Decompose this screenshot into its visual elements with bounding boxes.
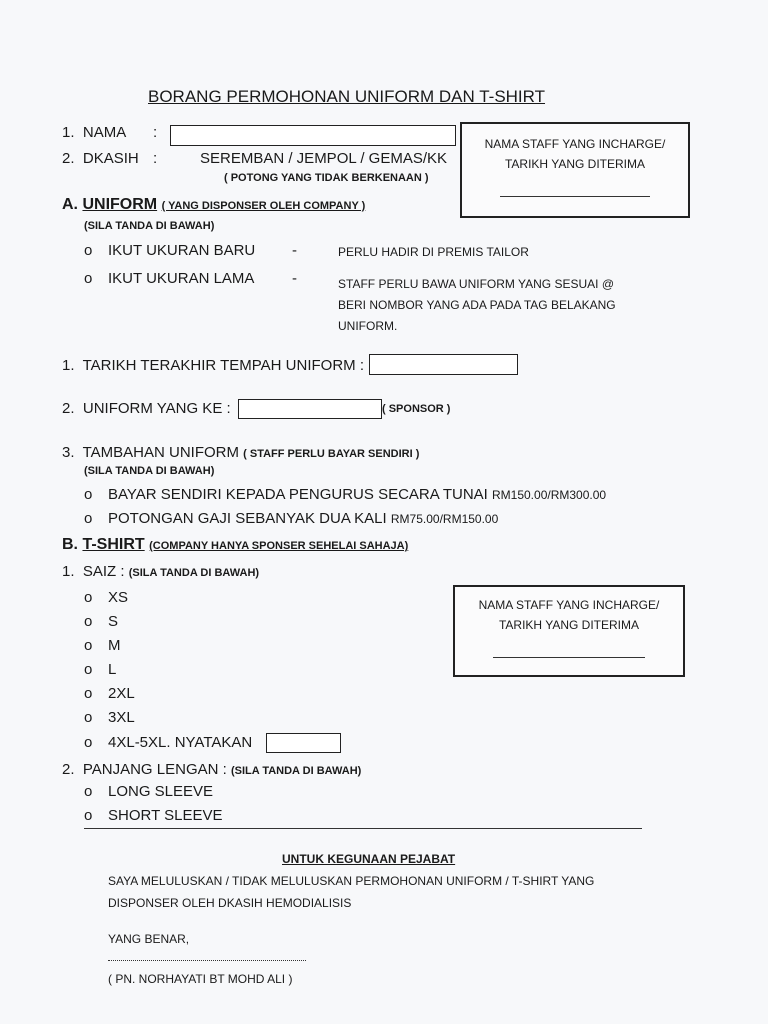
size-option-xs[interactable] — [84, 589, 128, 606]
section-a-title: UNIFORM — [82, 196, 158, 213]
option-price: RM150.00/RM300.00 — [492, 488, 607, 502]
staff-box-1-line2: TARIKH YANG DITERIMA — [504, 157, 645, 171]
option-desc: PERLU HADIR DI PREMIS TAILOR — [338, 245, 529, 259]
dkasih-label — [62, 150, 139, 167]
staff-box-2-line1: NAMA STAFF YANG INCHARGE/ — [478, 598, 660, 612]
checkbox-circle-icon[interactable]: o — [84, 242, 93, 259]
q-number: 2. — [62, 400, 75, 417]
tarikh-tempah-input-box[interactable] — [369, 354, 518, 375]
tarikh-tempah-label — [62, 357, 364, 374]
office-closing: YANG BENAR, — [108, 932, 190, 946]
q-instruction: (SILA TANDA DI BAWAH) — [128, 567, 260, 579]
q-text: TAMBAHAN UNIFORM — [82, 444, 239, 461]
sleeve-label: LONG SLEEVE — [108, 783, 214, 800]
q-text: TARIKH TERAKHIR TEMPAH UNIFORM : — [82, 357, 365, 374]
size-label: 4XL-5XL. NYATAKAN — [108, 734, 253, 751]
form-title: BORANG PERMOHONAN UNIFORM DAN T-SHIRT — [148, 87, 546, 106]
uniform-ke-input-box[interactable] — [238, 399, 382, 419]
section-b-title: T-SHIRT — [82, 536, 145, 553]
checkbox-circle-icon[interactable]: o — [84, 661, 93, 678]
option-price: RM75.00/RM150.00 — [390, 512, 499, 526]
q-number: 1. — [62, 563, 75, 580]
option-dash: - — [292, 270, 297, 287]
q-number: 2. — [62, 761, 75, 778]
checkbox-circle-icon[interactable]: o — [84, 709, 93, 726]
size-option-4xl-5xl[interactable] — [84, 734, 252, 751]
size-option-l[interactable] — [84, 661, 116, 678]
option-label: IKUT UKURAN BARU — [108, 242, 256, 259]
tambahan-option-gaji[interactable] — [84, 510, 498, 527]
sleeve-label: SHORT SLEEVE — [108, 807, 223, 824]
nama-number: 1. — [62, 124, 75, 141]
option-dash: - — [292, 242, 297, 259]
section-b-note: (COMPANY HANYA SPONSER SEHELAI SAHAJA) — [149, 540, 409, 552]
uniform-ke-label — [62, 400, 231, 417]
checkbox-circle-icon[interactable]: o — [84, 486, 93, 503]
dkasih-colon: : — [153, 150, 158, 167]
section-a-note: ( YANG DISPONSER OLEH COMPANY ) — [161, 200, 366, 212]
q-text: UNIFORM YANG KE : — [82, 400, 231, 417]
nama-colon: : — [153, 124, 158, 141]
tambahan-uniform-label — [62, 444, 419, 461]
checkbox-circle-icon[interactable]: o — [84, 807, 93, 824]
sponsor-note: ( SPONSOR ) — [382, 403, 451, 415]
staff-box-2-signature-line — [493, 657, 645, 658]
dkasih-note: ( POTONG YANG TIDAK BERKENAAN ) — [224, 172, 429, 184]
checkbox-circle-icon[interactable]: o — [84, 589, 93, 606]
office-use-heading: UNTUK KEGUNAAN PEJABAT — [282, 852, 456, 866]
q-instruction: (SILA TANDA DI BAWAH) — [230, 765, 362, 777]
option-desc-multiline — [338, 274, 616, 337]
sleeve-option-long[interactable] — [84, 783, 213, 800]
q-text: PANJANG LENGAN : — [82, 761, 227, 778]
checkbox-circle-icon[interactable]: o — [84, 783, 93, 800]
size-label: L — [108, 661, 117, 678]
size-label: 2XL — [108, 685, 135, 702]
size-label: M — [108, 637, 121, 654]
size-label: S — [108, 613, 119, 630]
staff-box-2-line2: TARIKH YANG DITERIMA — [498, 618, 639, 632]
office-approval-line2: DISPONSER OLEH DKASIH HEMODIALISIS — [108, 896, 352, 910]
staff-box-1-line1: NAMA STAFF YANG INCHARGE/ — [484, 137, 666, 151]
q-number: 1. — [62, 357, 75, 374]
tambahan-instruction: (SILA TANDA DI BAWAH) — [84, 465, 215, 477]
checkbox-circle-icon[interactable]: o — [84, 270, 93, 287]
q-note: ( STAFF PERLU BAYAR SENDIRI ) — [243, 448, 420, 460]
option-label: POTONGAN GAJI SEBANYAK DUA KALI — [108, 510, 387, 527]
size-nyatakan-input-box[interactable] — [266, 733, 341, 753]
option-desc-line: UNIFORM. — [338, 319, 398, 333]
option-label: BAYAR SENDIRI KEPADA PENGURUS SECARA TUNAI — [108, 486, 488, 503]
nama-input-box[interactable] — [170, 125, 456, 146]
checkbox-circle-icon[interactable]: o — [84, 734, 93, 751]
option-desc-line: BERI NOMBOR YANG ADA PADA TAG BELAKANG — [338, 298, 616, 312]
size-label: 3XL — [108, 709, 135, 726]
checkbox-circle-icon[interactable]: o — [84, 613, 93, 630]
saiz-label — [62, 563, 259, 580]
size-option-s[interactable] — [84, 613, 118, 630]
dkasih-number: 2. — [62, 150, 75, 167]
uniform-option-baru[interactable] — [84, 242, 255, 259]
section-a-heading — [62, 196, 365, 214]
staff-box-1-signature-line — [500, 196, 650, 197]
sleeve-option-short[interactable] — [84, 807, 223, 824]
checkbox-circle-icon[interactable]: o — [84, 510, 93, 527]
office-signatory: ( PN. NORHAYATI BT MOHD ALI ) — [108, 972, 293, 986]
option-desc-line: STAFF PERLU BAWA UNIFORM YANG SESUAI @ — [338, 277, 614, 291]
panjang-lengan-label — [62, 761, 361, 778]
dkasih-options[interactable]: SEREMBAN / JEMPOL / GEMAS/KK — [200, 150, 448, 167]
tambahan-option-tunai[interactable] — [84, 486, 606, 503]
section-divider — [84, 828, 642, 829]
signature-dotted-line[interactable] — [108, 960, 306, 961]
option-label: IKUT UKURAN LAMA — [108, 270, 255, 287]
office-approval-line1: SAYA MELULUSKAN / TIDAK MELULUSKAN PERMOHONAN UNIFORM / T-SHIRT YANG — [108, 874, 595, 888]
q-number: 3. — [62, 444, 75, 461]
checkbox-circle-icon[interactable]: o — [84, 637, 93, 654]
checkbox-circle-icon[interactable]: o — [84, 685, 93, 702]
section-b-heading — [62, 536, 408, 554]
size-label: XS — [108, 589, 129, 606]
q-text: SAIZ : — [82, 563, 125, 580]
section-a-instruction: (SILA TANDA DI BAWAH) — [84, 220, 215, 232]
size-option-m[interactable] — [84, 637, 121, 654]
section-a-letter: A. — [62, 196, 78, 213]
staff-incharge-box-2[interactable] — [453, 585, 685, 677]
size-option-2xl[interactable] — [84, 685, 135, 702]
dkasih-text: DKASIH — [82, 150, 139, 167]
size-option-3xl[interactable] — [84, 709, 135, 726]
staff-incharge-box-1[interactable] — [460, 122, 690, 218]
uniform-option-lama[interactable] — [84, 270, 254, 287]
section-b-letter: B. — [62, 536, 78, 553]
nama-text: NAMA — [82, 124, 127, 141]
nama-label — [62, 124, 126, 141]
